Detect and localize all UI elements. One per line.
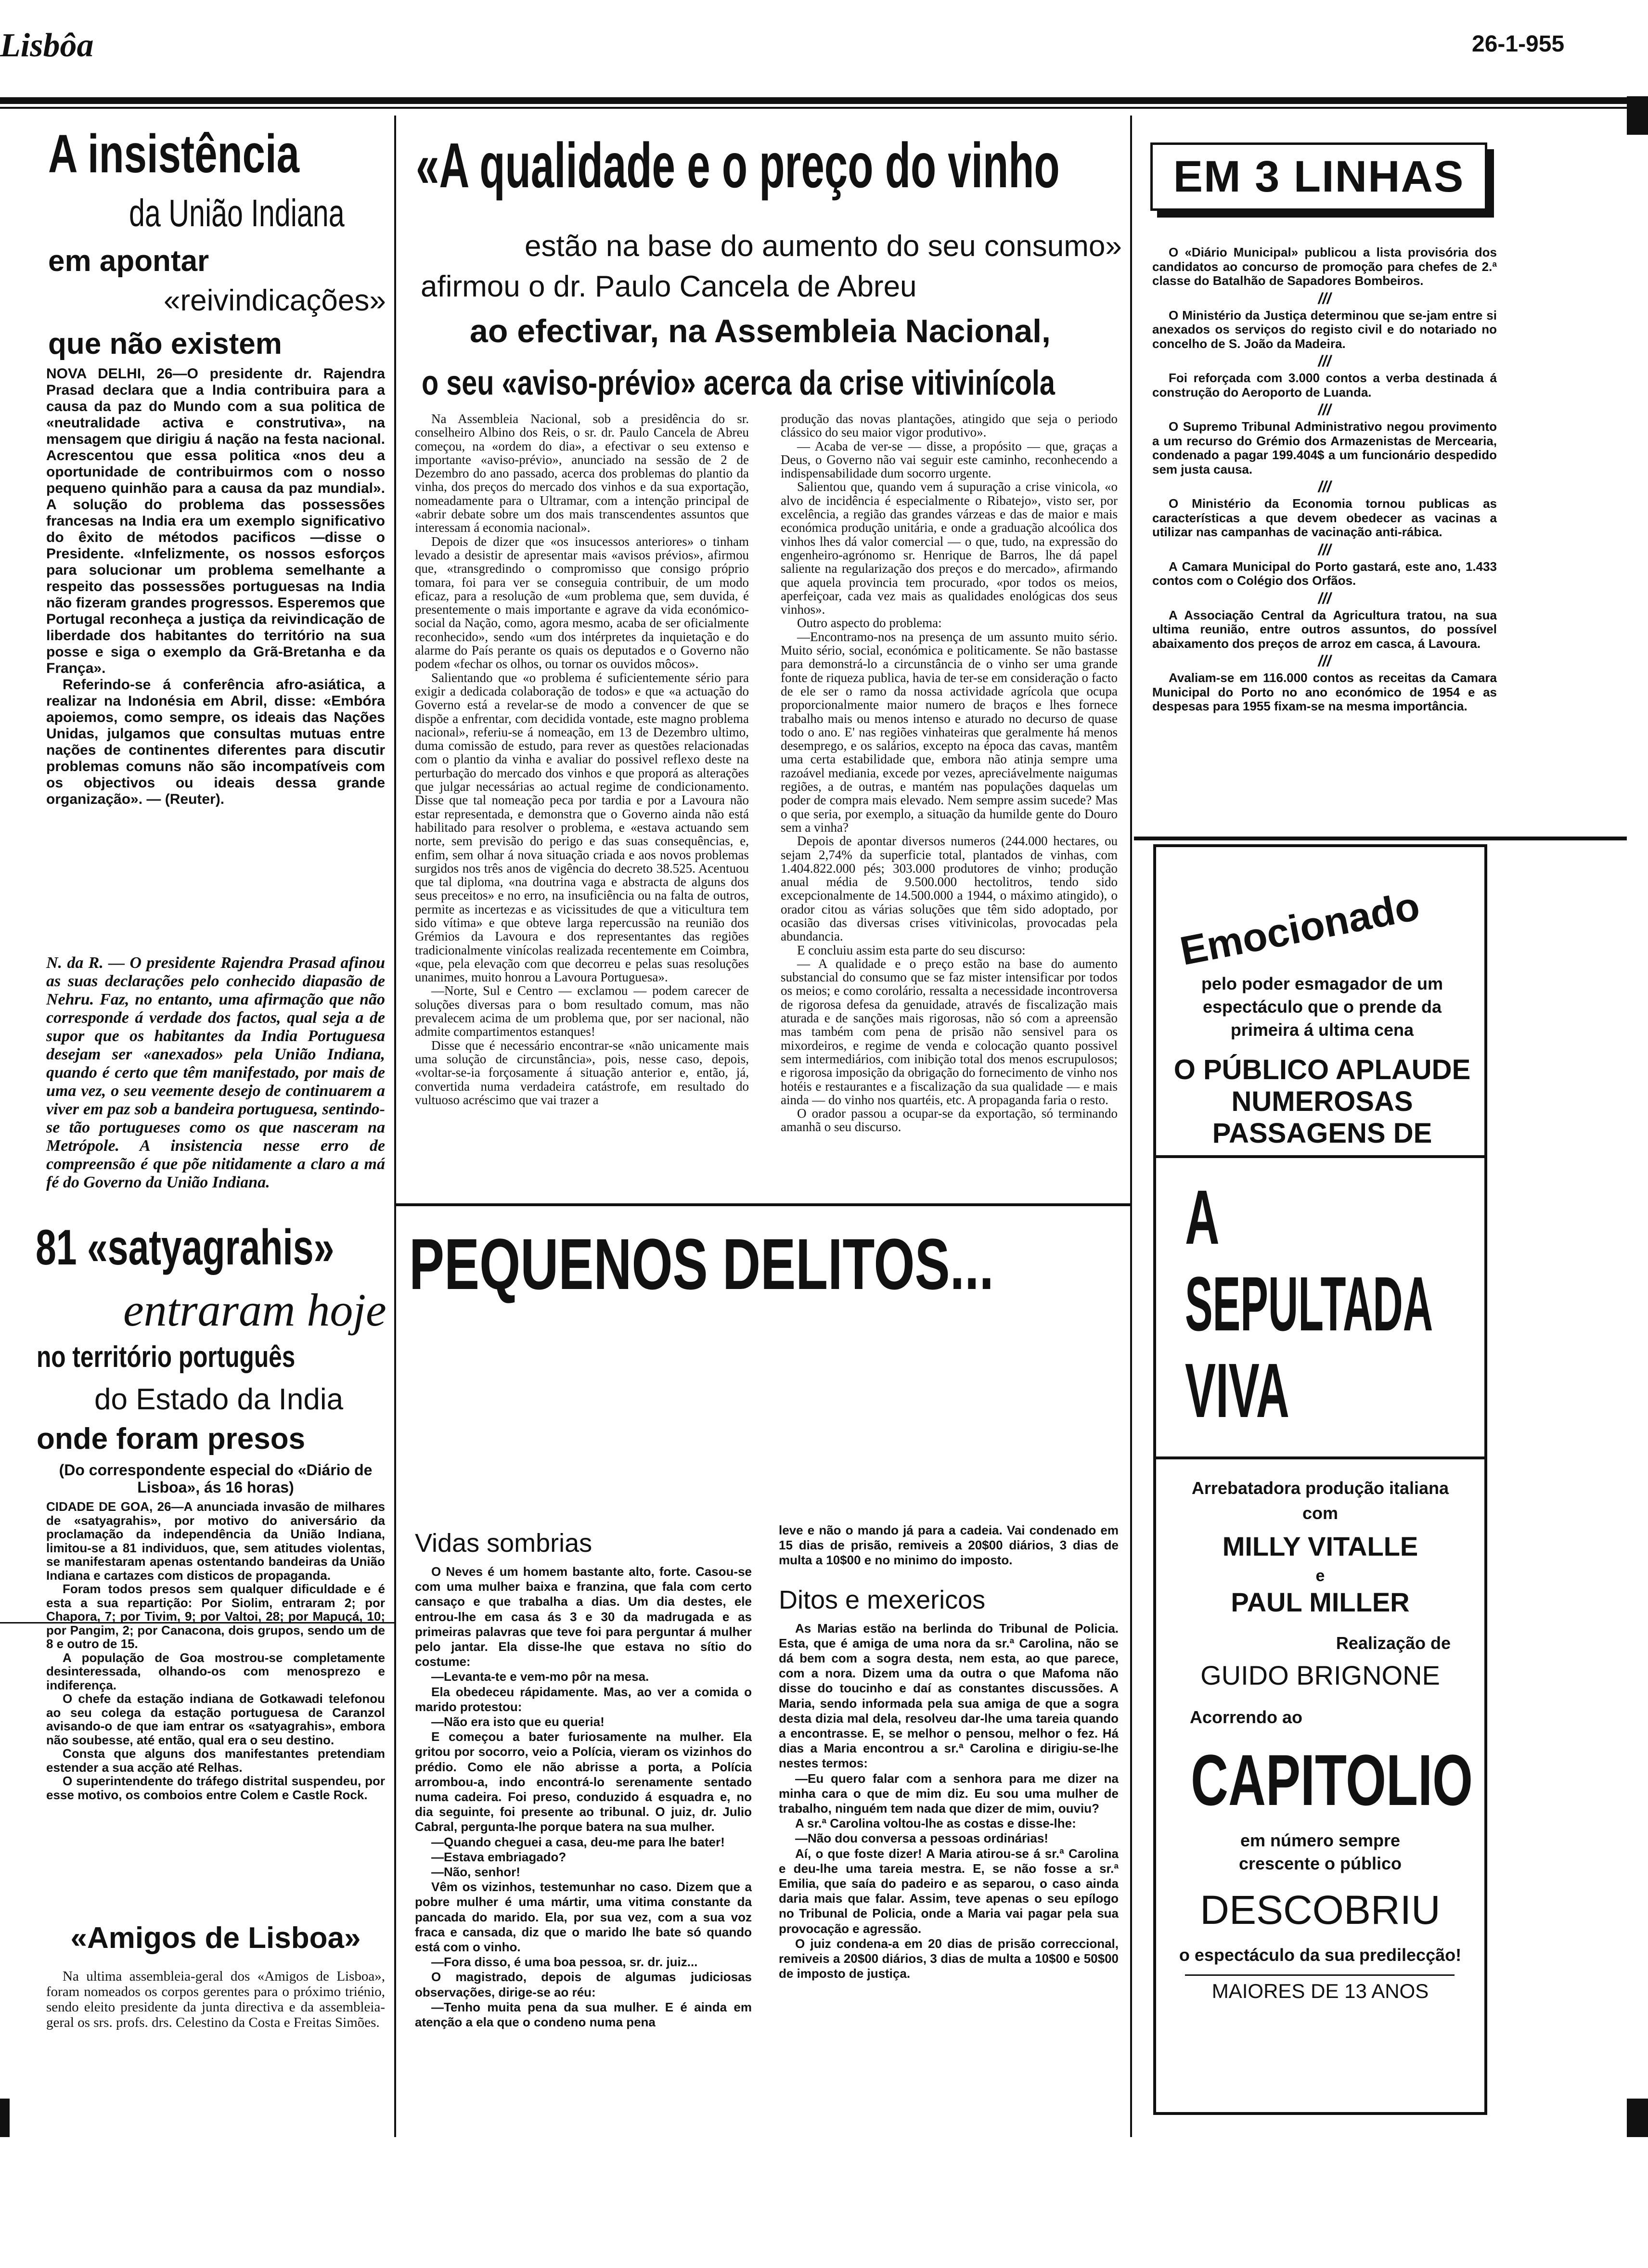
ad-descobriu: DESCOBRIU xyxy=(1200,1887,1441,1933)
ad-film-title-2: SEPULTADA xyxy=(1185,1261,1433,1347)
india-headline-3: em apontar xyxy=(48,245,209,278)
ad-film-title-3: VIVA xyxy=(1185,1347,1289,1433)
satyagrahis-paragraph: Consta que alguns dos manifestantes pretendiam estender a sua acção até Relhas. xyxy=(46,1746,385,1775)
vinho-paragraph: — Acaba de ver-se — disse, a propósito — que, graças a Deus, o Governo não vai seguir este caminho, reconhecendo a indispensabilidade dum socorro urgente. xyxy=(781,438,1118,481)
column-divider xyxy=(1130,116,1132,2137)
satyagrahis-credit: (Do correspondente especial do «Diário de Lisboa», ás 16 horas) xyxy=(59,1461,373,1496)
vinho-headline-3: afirmou o dr. Paulo Cancela de Abreu xyxy=(421,270,917,303)
vinho-paragraph: Salientando que «o problema é suficientemente sério para exigir a dedicada colaboração de todos» e que «a actuação do Governo está a revelar-se de modo a convencer de que se dispõe a enfrentar, com decidida vontade, este magno problema nacional», referiu-se á nomeação, em 13 de Dezembro ultimo, duma comissão de estudo, para rever as questões relacionadas com o plantio da vinha e avaliar do possivel reflexo deste na perturbação do mercado dos vinhos e que proporá as alterações que julgar necessárias ao actual regime de condicionamento. Disse que tal nomeação peca por tardia e por a Lavoura não estar representada, e demonstra que o Governo ainda não está habilitado para resolver o problema, e «estava actuando sem norte, sem previsão do perigo e das suas consequências, e, enfim, sem olhar á nova situação criada e aos novos problemas surgidos nos três anos de vigência do decreto 38.525. Acentuou que tal diploma, «na doutrina vaga e abstracta de alguns dos seus preceitos» e no erro, na insuficiência ou na falta de outros, permite as incertezas e as vicissitudes de que a viticultura tem sido vítima» e que obteve larga repercussão na reunião dos Grémios da Lavoura e dos representantes das regiões tradicionalmente vinícolas realizada recentemente em Coimbra, «que, pela elevação com que decorreu e pelas suas resoluções unanimes, muito honrou a Lavoura Portuguesa». xyxy=(415,670,749,985)
em3linhas-title-box xyxy=(1150,142,1487,211)
em3linhas-bottom-rule xyxy=(1134,837,1627,840)
ad-divider xyxy=(1156,1456,1484,1459)
left-edge-mark xyxy=(0,2099,10,2137)
masthead-rule-thin xyxy=(0,107,1648,109)
vinho-paragraph: E concluiu assim esta parte do seu discurso: xyxy=(797,942,1026,957)
ad-emocionado: Emocionado xyxy=(1176,883,1423,974)
em3linhas-title: EM 3 LINHAS xyxy=(1173,152,1465,201)
vidas-paragraph: —Fora disso, é uma boa pessoa, sr. dr. juiz... xyxy=(431,1955,698,1970)
vinho-headline-1: «A qualidade e o preço do vinho xyxy=(416,130,1060,201)
vidas-paragraph: Ela obedeceu rápidamente. Mas, ao ver a comida o marido protestou: xyxy=(415,1684,752,1714)
vinho-paragraph: —Norte, Sul e Centro — exclamou — podem carecer de soluções diversas para o bom resultado comum, mas não prevalecem acima de um problema que, por ser nacional, não admite compartimentos estanques! xyxy=(415,983,749,1039)
em3linhas-item: O Ministério da Justiça determinou que se-jam entre si anexados os serviços do registo civil e do notariado no concelho de S. João da Madeira. xyxy=(1152,308,1497,351)
vidas-paragraph: —Levanta-te e vem-mo pôr na mesa. xyxy=(431,1669,649,1684)
right-edge-mark xyxy=(1627,2099,1648,2137)
satyagrahis-headline-3: no território português xyxy=(37,1340,296,1374)
column-divider xyxy=(394,116,396,2137)
delitos-column-2 xyxy=(779,1523,1119,1981)
ad-e: e xyxy=(1315,1567,1325,1585)
india-headline-2: da União Indiana xyxy=(129,192,345,234)
section-divider xyxy=(396,1203,1130,1206)
em3linhas-list xyxy=(1152,245,1497,714)
india-article-body xyxy=(46,366,385,808)
ditos-paragraph: —Não dou conversa a pessoas ordinárias! xyxy=(795,1831,1048,1846)
vinho-headline-2: estão na base do aumento do seu consumo» xyxy=(525,230,1122,263)
ad-actor-2: PAUL MILLER xyxy=(1231,1587,1410,1617)
ad-rating: MAIORES DE 13 ANOS xyxy=(1211,1980,1429,2002)
em3linhas-separator: /// xyxy=(1318,478,1331,495)
ad-acorrendo: Acorrendo ao xyxy=(1190,1707,1303,1727)
em3linhas-separator: /// xyxy=(1318,652,1331,670)
ad-com: com xyxy=(1302,1503,1339,1523)
masthead-rule xyxy=(0,97,1648,104)
ad-realizacao: Realização de xyxy=(1336,1633,1451,1653)
india-editor-note: N. da R. — O presidente Rajendra Prasad afinou as suas declarações pelo conhecido diapasão de Nehru. Faz, no entanto, uma afirmação que não corresponde á verdade dos factos, qual seja a de supor que os habitantes da India Portuguesa desejam ser «anexados» pela União Indiana, quando é certo que têm manifestado, por mais de uma vez, o seu veemente desejo de continuarem a viver em paz sob a bandeira portuguesa, sentindo-se tão portugueses como os que nasceram na Metrópole. A insistencia nesse erro de compreensão é que põe nitidamente a claro a má fé do Governo da União Indiana. xyxy=(46,954,385,1191)
vidas-paragraph: —Estava embriagado? xyxy=(431,1849,566,1864)
india-paragraph: NOVA DELHI, 26—O presidente dr. Rajendra Prasad declara que a India contribuira para a causa da paz do Mundo com a sua politica de «neutralidade activa e construtiva», na mensagem que dirigiu á nação na festa nacional. Acrescentou que essa politica «nos deu a oportunidade de contribuirmos com o nosso pequeno quinhão para a causa da paz mundial». A solução do problema das possessões francesas na India era um exemplo significativo do êxito de métodos pacificos —disse o Presidente. «Infelizmente, os nossos esforços para solucionar um problema semelhante a respeito das possessões portuguesas na India não fizeram grandes progressos. Esperemos que Portugal reconheça a justiça da reivindicação de liberdade dos habitantes do território na sua posse e siga o exemplo da Grã-Bretanha e da França». xyxy=(46,366,385,676)
vidas-paragraph: —Quando cheguei a casa, deu-me para lhe bater! xyxy=(431,1834,725,1849)
vinho-paragraph: Salientou que, quando vem á supuração a crise vinicola, «o alvo de incidência é especialmente o Ribatejo», visto ser, por excelência, a região das grandes várzeas e das de maior e mais económica produção unitária, e onde a graduação alcoólica dos vinhos lhes dá valor comercial — o que, tudo, na expressão do engenheiro-agrónomo sr. Henrique de Barros, lhe dá papel saliente na regularização dos preços e do mercado», afirmando que aquela provincia tem procurado, «por todos os meios, aperfeiçoar, cada vez mais as qualidades enológicas dos seus vinhos». xyxy=(781,479,1118,617)
vinho-paragraph: Depois de dizer que «os insucessos anteriores» o tinham levado a desistir de apresentar mais «avisos prévios», afirmou que, «transgredindo o compromisso que consigo próprio tomara, foi para ver se conseguia contribuir, de um modo eficaz, para a resolução de «um problema que, sem duvida, é presentemente o mais importante e agrave da vida económico-social da Nação, como, agora mesmo, acaba de ser oficialmente reconhecido», sendo «um dos intérpretes da inquietação e do alarme do País perante os quais os deputados e o Governo não podem «fechar os olhos, ou tornar os ouvidos môcos». xyxy=(415,534,749,671)
satyagrahis-paragraph: A população de Goa mostrou-se completamente desinteressada, olhando-os com menosprezo e indiferença. xyxy=(46,1650,385,1692)
vinho-paragraph: —Encontramo-nos na presença de um assunto muito sério. Muito sério, social, económica e politicamente. Se não bastasse para demonstrá-lo a circunstância de o vinho ser uma grande fonte de riqueza publica, havia de ter-se em consideração o facto de ele ser o ramo da nossa actividade agrícola que ocupa proporcionalmente maior numero de braços e lhes fornece trabalho mais ou menos intenso e aturado no decurso de quase todo o ano. E' nas regiões vinhateiras que geralmente há menos desemprego, e os salários, excepto na época das cavas, mantêm uma certa estabilidade que, embora não atinja sempre uma razoável mediania, excede por vezes, apreciávelmente naigumas regiões, a de outras, e mantém nas populações daquelas um poder de compra mais elevado. Nem sempre assim sucede? Mas o que seria, por exemplo, a situação da humilde gente do Douro sem a vinha? xyxy=(781,629,1118,835)
masthead-date: 26-1-955 xyxy=(1472,31,1565,57)
delitos-column-1 xyxy=(415,1529,752,2030)
vidas-body xyxy=(415,1564,752,2030)
ditos-paragraph: A sr.ª Carolina voltou-lhe as costas e disse-lhe: xyxy=(795,1816,1076,1831)
india-headline-4: «reivindicações» xyxy=(164,284,386,317)
ad-divider xyxy=(1156,1155,1484,1158)
vinho-headline-5: o seu «aviso-prévio» acerca da crise vitivinícola xyxy=(422,364,1055,402)
vinho-paragraph: O orador passou a ocupar-se da exportação, só terminando amanhã o seu discurso. xyxy=(781,1106,1118,1134)
ad-line-5: o espectáculo da sua predilecção! xyxy=(1179,1945,1462,1965)
em3linhas-item: A Associação Central da Agricultura tratou, na sua ultima reunião, entre outros assuntos, do possível abaixamento dos preços de arroz em casca, á Lavoura. xyxy=(1152,607,1497,651)
ad-line-1: pelo poder esmagador de um espectáculo que o prende da primeira á ultima cena xyxy=(1201,974,1443,1040)
em3linhas-item: O «Diário Municipal» publicou a lista provisória dos candidatos ao concurso de promoção para chefes de 2.ª classe do Batalhão de Sapadores Bombeiros. xyxy=(1152,245,1497,288)
satyagrahis-headline-1: 81 «satyagrahis» xyxy=(36,1220,335,1276)
right-edge-mark xyxy=(1627,96,1648,135)
ad-line-4: em número sempre crescente o público xyxy=(1238,1830,1402,1873)
em3linhas-separator: /// xyxy=(1318,541,1331,558)
masthead-title: Lisbôa xyxy=(0,27,94,64)
vidas-paragraph: —Não era isto que eu queria! xyxy=(431,1714,605,1729)
vidas-paragraph: —Não, senhor! xyxy=(431,1865,520,1880)
satyagrahis-paragraph: Foram todos presos sem qualquer dificuldade e é esta a sua repartição: Por Siolim, entraram 2; por Chapora, 7; por Tivim, 9; por Valtoi, 28; por Mapuçá, 10; por Pangim, 2; por Canacona, dois grupos, sendo um de 8 e outro de 15. xyxy=(46,1582,385,1651)
vinho-paragraph: Na Assembleia Nacional, sob a presidência do sr. conselheiro Albino dos Reis, o sr. dr. Paulo Cancela de Abreu começou, na «ordem do dia», a efectivar o seu extenso e importante «aviso-prévio», anunciado na sessão de 2 de Dezembro do ano passado, acerca dos problemas do plantio da vinha, dos preços do mercado dos vinhos e da sua exportação, nomeadamente para o Ultramar, com a intenção principal de «abrir debate sobre um dos mais transcendentes assuntos que interessam á economia nacional». xyxy=(415,412,749,535)
ditos-subheading: Ditos e mexericos xyxy=(779,1585,986,1614)
satyagrahis-paragraph: O superintendente do tráfego distrital suspendeu, por esse motivo, os comboios entre Colem e Castle Rock. xyxy=(46,1774,385,1802)
vidas-continuation: leve e não o mando já para a cadeia. Vai condenado em 15 dias de prisão, remiveis a 20$00 diários, 3 dias de multa a 10$00 e no minimo do imposto. xyxy=(779,1523,1119,1568)
vinho-paragraph: Disse que é necessário encontrar-se «não unicamente mais uma solução de circunstância», pois, nesse caso, depois, «voltar-se-ia forçosamente á situação anterior e, então, já, convertida numa verdadeira catástrofe, em resultado do vultuoso acréscimo que vai trazer a xyxy=(415,1038,749,1107)
satyagrahis-paragraph: CIDADE DE GOA, 26—A anunciada invasão de milhares de «satyagrahis», por motivo do aniversário da proclamação da independência da União Indiana, limitou-se a 81 individuos, que, sem atitudes violentas, se manifestaram apenas ostentando bandeiras da União Indiana e cartazes com disticos de propaganda. xyxy=(46,1499,385,1583)
satyagrahis-headline-2: entraram hoje xyxy=(123,1284,386,1336)
satyagrahis-article-body xyxy=(46,1500,385,1802)
satyagrahis-headline-5: onde foram presos xyxy=(37,1422,306,1456)
ad-cinema-name: CAPITOLIO xyxy=(1191,1740,1473,1820)
vidas-paragraph: O magistrado, depois de algumas judiciosas observações, dirige-se ao réu: xyxy=(415,1970,752,1999)
ditos-body xyxy=(779,1621,1119,1982)
vidas-subheading: Vidas sombrias xyxy=(415,1529,592,1558)
em3linhas-item: Avaliam-se em 116.000 contos as receitas da Camara Municipal do Porto no ano económico de 1954 e as despesas para 1955 fixam-se na mesma importância. xyxy=(1152,670,1497,713)
vidas-paragraph: E começou a bater furiosamente na mulher. Ela gritou por socorro, veio a Polícia, vieram os vizinhos do prédio. Como ele não abrisse a porta, a Polícia arrombou-a, indo encontrá-lo serenamente sentado numa cadeira. Foi preso, conduzido á esquadra e, no dia seguinte, foi presente ao tribunal. O juiz, dr. Julio Cabral, pergunta-lhe porque batera na sua mulher. xyxy=(415,1729,752,1834)
ad-actor-1: MILLY VITALLE xyxy=(1222,1531,1418,1561)
em3linhas-item: O Ministério da Economia tornou publicas as características a que devem obedecer as vacinas a utilizar nas campanhas de vacinação anti-rábica. xyxy=(1152,496,1497,539)
ad-line-3: Arrebatadora produção italiana xyxy=(1191,1478,1449,1498)
ditos-paragraph: As Marias estão na berlinda do Tribunal de Policia. Esta, que é amiga de uma nora da sr.ª Carolina, não se dá bem com a sogra desta, nem esta, ao que parece, com a nora. Dizem uma da outra o que Mafoma não disse do toucinho e daí as constantes discussões. A Maria, sendo informada pela sua amiga de que a sogra desta dizia mal dela, resolveu dar-lhe uma tareia quando a encontrasse. E, se melhor o pensou, melhor o fez. Há dias a Maria encontrou a sr.ª Carolina e dirigiu-se-lhe nestes termos: xyxy=(779,1621,1119,1771)
vinho-headline-4: ao efectivar, na Assembleia Nacional, xyxy=(470,313,1051,349)
vidas-paragraph: Vêm os vizinhos, testemunhar no caso. Dizem que a pobre mulher é uma mártir, uma vitima constante da pancada do marido. Ela, por sua vez, com a sua voz fraca e cansada, diz que o marido lhe bate só quando está com o vinho. xyxy=(415,1880,752,1955)
ad-film-title-1: A xyxy=(1185,1174,1220,1260)
india-headline-1: A insistência xyxy=(48,124,299,184)
satyagrahis-paragraph: O chefe da estação indiana de Gotkawadi telefonou ao seu colega da estação portuguesa de Caranzol avisando-o de que iam entrar os «satyagrahis», embora não soubesse, até então, qual era o seu destino. xyxy=(46,1691,385,1747)
india-headline-5: que não existem xyxy=(48,327,282,361)
em3linhas-separator: /// xyxy=(1318,589,1331,607)
vidas-paragraph: O Neves é um homem bastante alto, forte. Casou-se com uma mulher baixa e franzina, que fala com certo cansaço e que trabalha a dias. Um dia destes, ele entrou-lhe em casa ás 3 e 30 da madrugada e as primeiras palavras que teve foi para perguntar á mulher pelo jantar. Ela disse-lhe que estava no sítio do costume: xyxy=(415,1564,752,1669)
cinema-ad xyxy=(1153,844,1487,2115)
vinho-paragraph: Depois de apontar diversos numeros (244.000 hectares, ou sejam 2,74% da superficie total, plantados de vinhas, com 1.404.822.000 pés; 303.000 produtores de vinho; produção anual média de 9.500.000 hectolitros, tendo sido excepcionalmente de 14.500.000 a 1944, o máximo atingido), o orador citou as várias soluções que têm sido adoptado, por ocasião das diversas crises vitivinicolas, provocadas pela abundancia. xyxy=(781,834,1118,944)
em3linhas-separator: /// xyxy=(1318,289,1331,307)
em3linhas-item: A Camara Municipal do Porto gastará, este ano, 1.433 contos com o Colégio dos Orfãos. xyxy=(1152,559,1497,588)
ditos-paragraph: —Eu quero falar com a senhora para me dizer na minha cara o que de mim diz. Eu sou uma mulher de trabalho, ninguém tem nada que dizer de mim, ouviu? xyxy=(779,1771,1119,1816)
ad-divider xyxy=(1185,1974,1455,1976)
vinho-column-1 xyxy=(415,412,749,1107)
ad-director: GUIDO BRIGNONE xyxy=(1200,1660,1440,1690)
vinho-paragraph: produção das novas plantações, atingido que seja o periodo clássico do seu maior vigor produtivo». xyxy=(781,412,1118,440)
ditos-paragraph: O juiz condena-a em 20 dias de prisão correccional, remiveis a 20$00 diários, 3 dias de multa a 10$00 e 50$00 de imposto de justiça. xyxy=(779,1936,1119,1981)
vinho-paragraph: Outro aspecto do problema: xyxy=(797,616,942,631)
amigos-paragraph: Na ultima assembleia-geral dos «Amigos de Lisboa», foram nomeados os corpos gerentes para o próximo triénio, sendo eleito presidente da junta directiva e da assembleia-geral os srs. profs. drs. Celestino da Costa e Freitas Simões. xyxy=(46,1969,385,2030)
satyagrahis-headline-4: do Estado da India xyxy=(94,1383,344,1416)
em3linhas-separator: /// xyxy=(1318,352,1331,370)
delitos-headline: PEQUENOS DELITOS... xyxy=(409,1224,994,1304)
ad-line-2: O PÚBLICO APLAUDE NUMEROSAS PASSAGENS DE xyxy=(1173,1054,1471,1149)
india-paragraph: Referindo-se á conferência afro-asiática, a realizar na Indonésia em Abril, disse: «Embóra apoiemos, como sempre, os ideais das Nações Unidas, julgamos que consultas mutuas entre nações de continentes diferentes para discutir problemas comuns não são incompatíveis com os objectivos ou ideais dessa grande organização». — (Reuter). xyxy=(46,677,385,807)
vidas-paragraph: —Tenho muita pena da sua mulher. E é ainda em atenção a ela que o condeno numa pena xyxy=(415,1999,752,2030)
em3linhas-separator: /// xyxy=(1318,401,1331,418)
vinho-column-2 xyxy=(781,412,1118,1134)
amigos-headline: «Amigos de Lisboa» xyxy=(70,1921,361,1955)
em3linhas-item: O Supremo Tribunal Administrativo negou provimento a um recurso do Grémio dos Armazenistas de Mercearia, condenado a pagar 199.404$ a um funcionário despedido sem justa causa. xyxy=(1152,419,1497,477)
em3linhas-item: Foi reforçada com 3.000 contos a verba destinada á construção do Aeroporto de Luanda. xyxy=(1152,371,1497,399)
ditos-paragraph: Aí, o que foste dizer! A Maria atirou-se á sr.ª Carolina e deu-lhe uma tareia mestra. E, se não fosse a sr.ª Emilia, que saía do padeiro e as separou, o caso ainda daria mais que falar. Assim, teve apenas o seu epílogo no Tribunal de Policia, onde a Maria vai pagar pela sua provocação e agressão. xyxy=(779,1846,1119,1936)
vinho-paragraph: — A qualidade e o preço estão na base do aumento substancial do consumo que se faz mister intensificar por todos os meios; e como corolário, ressalta a necessidade incontroversa de rigorosa defesa da genuidade, através de fiscalização mais aturada e de sanções mais rigorosas, não só com a apreensão mas também com pena de prisão não sensivel para os mixordeiros, e regime de venda e colocação quanto possivel sem intermediários, com inibição total dos menos escrupulosos; e rigorosa imposição da obrigação do fornecimento de vinho nos hotéis e restaurantes e a fiscalização da sua qualidade — e mais ainda — do vinho nos quartéis, etc. A propaganda faria o resto. xyxy=(781,956,1118,1107)
